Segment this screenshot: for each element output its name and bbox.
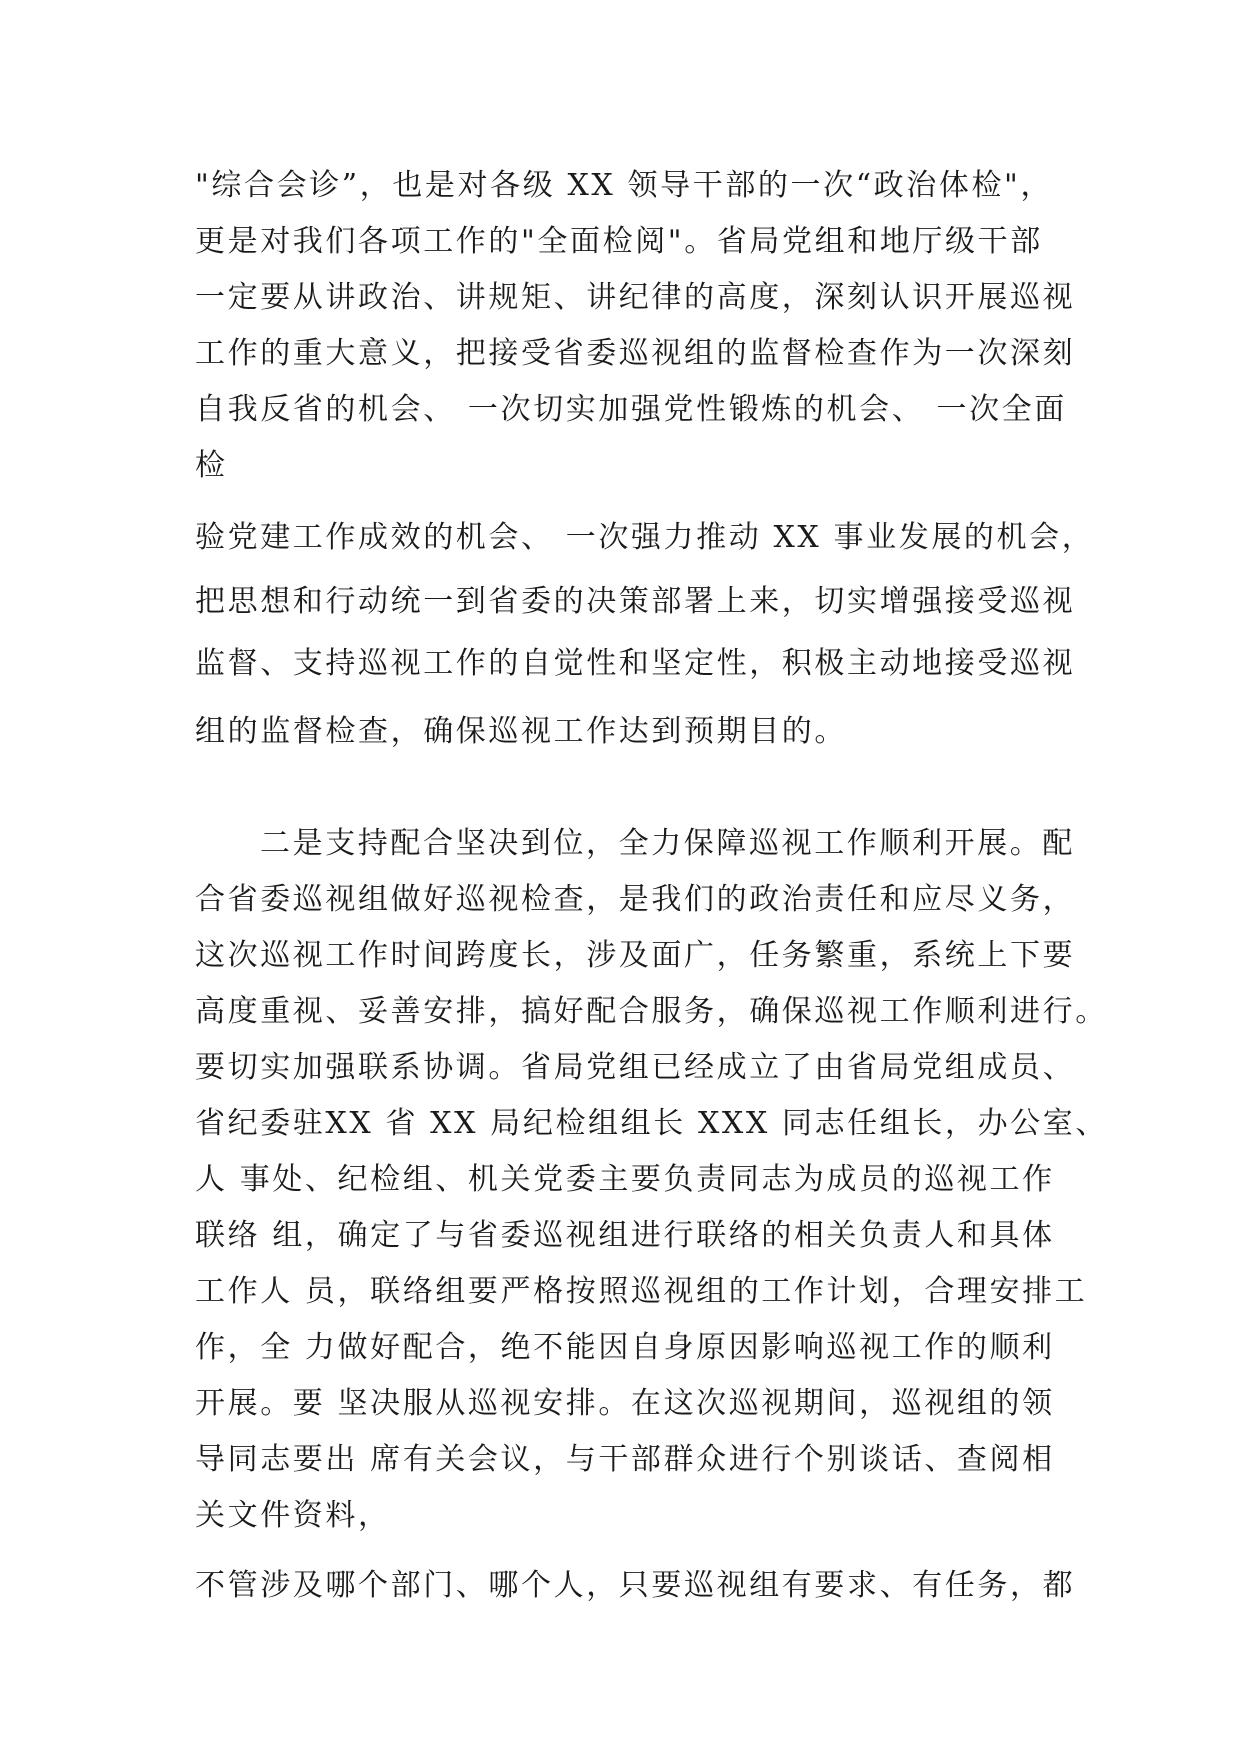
text-line: 要切实加强联系协调。省局党组已经成立了由省局党组成员、 [195,1050,1076,1085]
text-line: 高度重视、妥善安排，搞好配合服务，确保巡视工作顺利进行。 [195,994,1108,1029]
text-line: 省纪委驻XX 省 XX 局纪检组组长 XXX 同志任组长，办公室、 [195,1106,1108,1141]
text-line: "综合会诊”，也是对各级 XX 领导干部的一次“政治体检"， [195,168,1054,203]
text-line: 这次巡视工作时间跨度长，涉及面广，任务繁重，系统上下要 [195,938,1076,973]
text-line: 更是对我们各项工作的"全面检阅"。省局党组和地厅级干部 [195,224,1043,259]
text-line: 检 [195,448,228,483]
paragraph-first-line: 二是支持配合坚决到位，全力保障巡视工作顺利开展。配 [260,826,1075,861]
text-line: 工作人 员，联络组要严格按照巡视组的工作计划，合理安排工 [195,1274,1088,1309]
text-line: 监督、支持巡视工作的自觉性和坚定性，积极主动地接受巡视 [195,646,1076,681]
text-line: 一定要从讲政治、讲规矩、讲纪律的高度，深刻认识开展巡视 [195,280,1076,315]
text-line: 不管涉及哪个部门、哪个人，只要巡视组有要求、有任务，都 [195,1568,1076,1603]
text-line: 自我反省的机会、 一次切实加强党性锻炼的机会、 一次全面 [195,392,1067,427]
text-line: 工作的重大意义，把接受省委巡视组的监督检查作为一次深刻 [195,336,1076,371]
text-line: 作，全 力做好配合，绝不能因自身原因影响巡视工作的顺利 [195,1330,1055,1365]
text-line: 验党建工作成效的机会、 一次强力推动 XX 事业发展的机会， [195,520,1095,555]
text-line: 开展。要 坚决服从巡视安排。在这次巡视期间，巡视组的领 [195,1386,1055,1421]
text-line: 组的监督检查，确保巡视工作达到预期目的。 [195,714,847,749]
text-line: 人 事处、纪检组、机关党委主要负责同志为成员的巡视工作 [195,1162,1055,1197]
text-line: 联络 组，确定了与省委巡视组进行联络的相关负责人和具体 [195,1218,1055,1253]
text-line: 合省委巡视组做好巡视检查，是我们的政治责任和应尽义务， [195,882,1076,917]
text-line: 关文件资料， [195,1498,391,1533]
text-line: 把思想和行动统一到省委的决策部署上来，切实增强接受巡视 [195,584,1076,619]
text-line: 导同志要出 席有关会议，与干部群众进行个别谈话、查阅相 [195,1442,1055,1477]
